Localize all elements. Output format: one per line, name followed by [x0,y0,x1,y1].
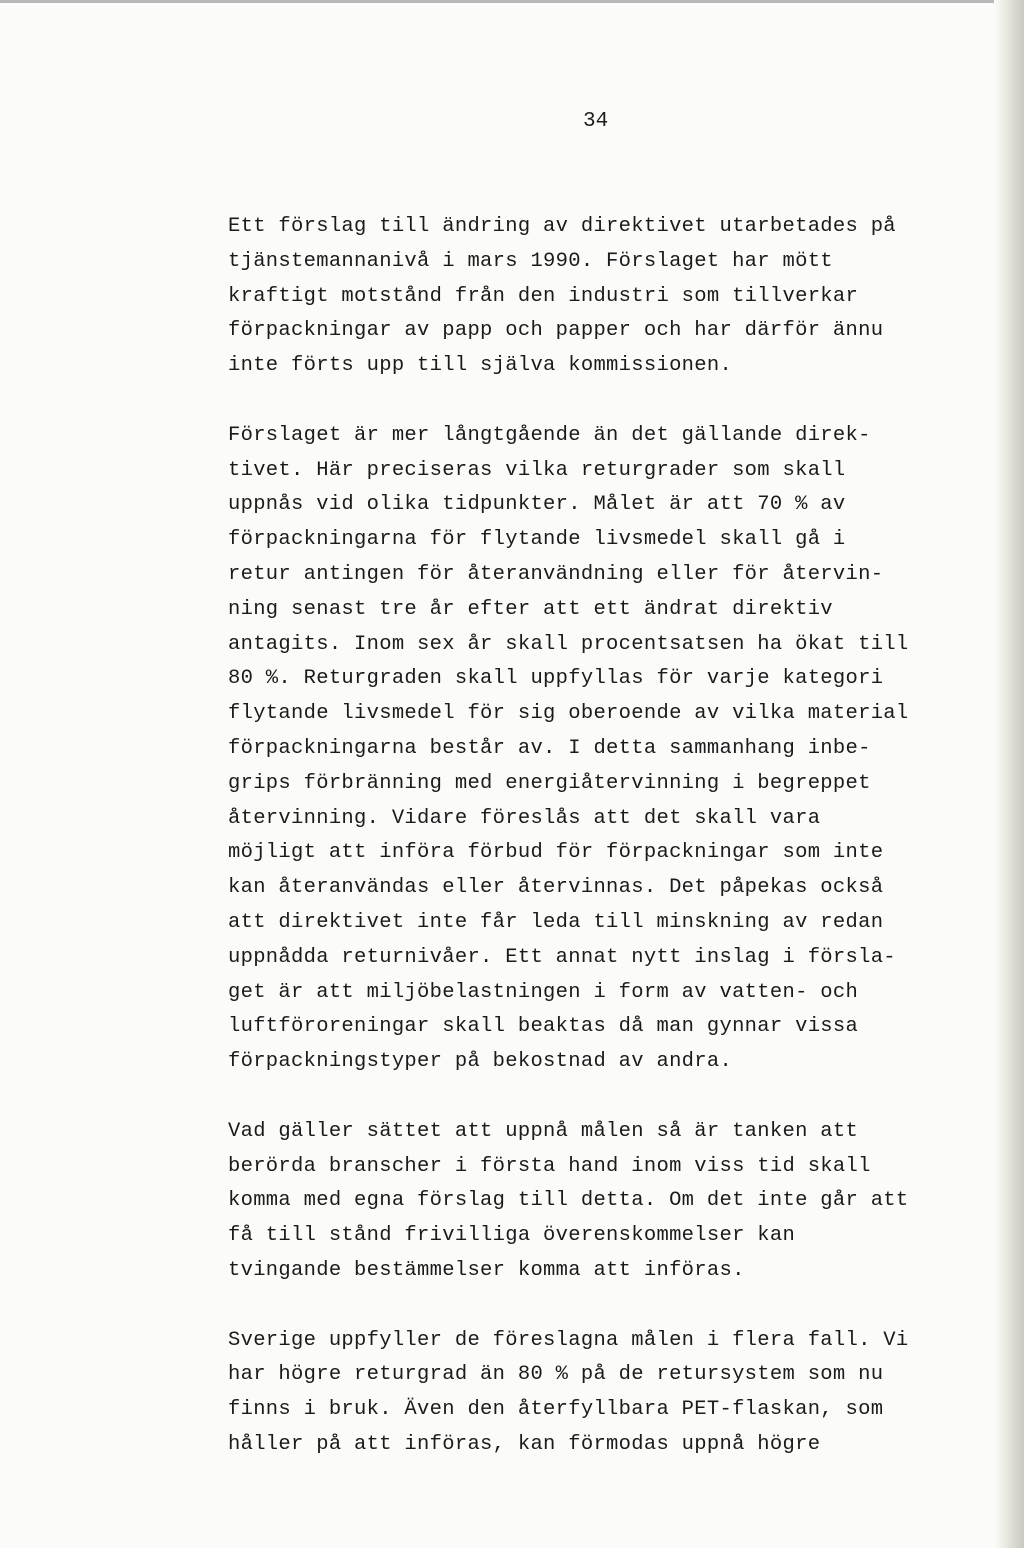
text-line: luftföroreningar skall beaktas då man gynnar vissa [228,1015,859,1039]
text-line: Sverige uppfyller de föreslagna målen i flera fall. Vi [228,1328,909,1352]
text-line: förpackningar av papp och papper och har därför ännu [228,319,884,343]
text-line: håller på att införas, kan förmodas uppnå högre [228,1432,821,1456]
text-line: flytande livsmedel för sig oberoende av vilka material [228,702,909,726]
page-top-edge [0,0,1024,3]
text-line: uppnås vid olika tidpunkter. Målet är att 70 % av [228,493,846,517]
text-line: berörda branscher i första hand inom viss tid skall [228,1154,871,1178]
text-line: finns i bruk. Även den återfyllbara PET-flaskan, som [228,1398,884,1422]
text-line: tvingande bestämmelser komma att införas. [228,1258,745,1282]
text-line: kraftigt motstånd från den industri som tillverkar [228,284,859,308]
text-line: 80 %. Returgraden skall uppfyllas för varje kategori [228,667,884,691]
text-line: återvinning. Vidare föreslås att det skall vara [228,806,821,830]
text-line: kan återanvändas eller återvinnas. Det påpekas också [228,876,884,900]
text-line: förpackningarna för flytande livsmedel skall gå i [228,528,846,552]
text-line: Vad gäller sättet att uppnå målen så är tanken att [228,1119,859,1143]
text-line: inte förts upp till själva kommissionen. [228,354,733,378]
text-line: retur antingen för återanvändning eller för återvin- [228,562,884,586]
paragraph-3 [228,1115,1018,1289]
paragraph-4 [228,1324,1018,1463]
text-line: get är att miljöbelastningen i form av vatten- och [228,980,859,1004]
text-line: ning senast tre år efter att ett ändrat direktiv [228,597,833,621]
text-line: Ett förslag till ändring av direktivet utarbetades på [228,215,896,238]
body-text [228,210,1018,1497]
text-line: att direktivet inte får leda till minskning av redan [228,910,884,934]
text-line: antagits. Inom sex år skall procentsatsen ha ökat till [228,632,909,656]
paragraph-1 [228,210,1018,384]
page-number: 34 [583,110,609,133]
text-line: har högre returgrad än 80 % på de retursystem som nu [228,1363,884,1387]
text-line: förpackningarna består av. I detta sammanhang inbe- [228,736,871,760]
text-line: Förslaget är mer långtgående än det gällande direk- [228,423,871,447]
text-line: möjligt att införa förbud för förpackningar som inte [228,841,884,865]
text-line: grips förbränning med energiåtervinning i begreppet [228,771,871,795]
text-line: få till stånd frivilliga överenskommelser kan [228,1224,796,1248]
text-line: komma med egna förslag till detta. Om det inte går att [228,1189,909,1213]
paragraph-2 [228,419,1018,1080]
text-line: förpackningstyper på bekostnad av andra. [228,1050,733,1074]
text-line: uppnådda returnivåer. Ett annat nytt inslag i försla- [228,945,896,969]
text-line: tivet. Här preciseras vilka returgrader som skall [228,458,846,482]
text-line: tjänstemannanivå i mars 1990. Förslaget har mött [228,249,833,273]
